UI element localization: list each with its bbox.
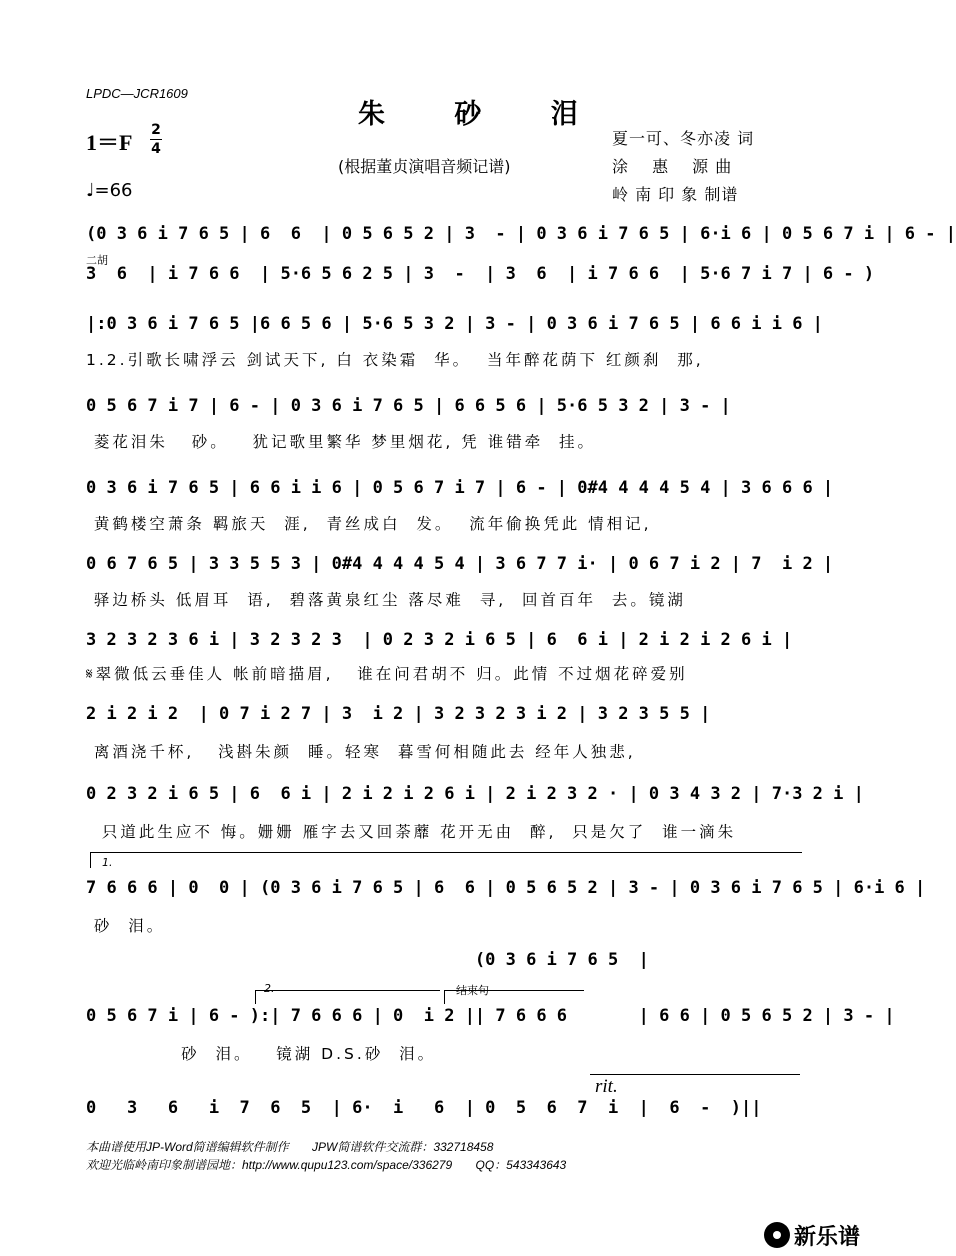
- lyric-line: 只道此生应不 悔。姗姗 雁字去又回荼蘼 花开无由 醉, 只是欠了 谁一滴朱: [86, 823, 737, 841]
- record-icon: [764, 1222, 790, 1248]
- ritardando-marking: rit.: [595, 1076, 618, 1097]
- notation-row: |:0 3 6 i 7 6 5 |6 6 5 6 | 5·6 5 3 2 | 3 - | 0 3 6 i 7 6 5 | 6 6 i i 6 |: [86, 314, 823, 334]
- time-top: 2: [151, 122, 161, 138]
- volta-2-bracket: [255, 990, 440, 991]
- lyric-line: 砂 泪。: [86, 917, 166, 935]
- arranger-credit: 岭 南 印 象 制谱: [612, 185, 739, 204]
- lyric-line: 离酒浇千杯, 浅斟朱颜 睡。轻寒 暮雪何相随此去 经年人独悲,: [86, 743, 636, 761]
- volta-2-label: 2.: [264, 982, 275, 995]
- lyric-line: 1.2.引歌长啸浮云 剑试天下, 白 衣染霜 华。 当年醉花荫下 红颜刹 那,: [86, 351, 704, 369]
- erhu-marking: 二胡: [86, 254, 108, 267]
- notation-row: (0 3 6 i 7 6 5 | 6 6 | 0 5 6 5 2 | 3 - | 0 3 6 i 7 6 5 | 6·i 6 | 0 5 6 7 i | 6 - |: [86, 224, 956, 244]
- volta-bracket: [90, 852, 802, 853]
- composer-credit: 涂 惠 源 曲: [612, 157, 733, 176]
- notation-row: 0 2 3 2 i 6 5 | 6 6 i | 2 i 2 i 2 6 i | 2 i 2 3 2 · | 0 3 4 3 2 | 7·3 2 i |: [86, 784, 864, 804]
- logo-text: 新乐谱: [794, 1224, 861, 1250]
- footer-line: 欢迎光临岭南印象制谱园地：http://www.qupu123.com/space/336279 QQ：543343643: [86, 1158, 567, 1172]
- song-title: 朱 砂 泪: [358, 99, 608, 130]
- notation-row: 7 6 6 6 | 0 0 | (0 3 6 i 7 6 5 | 6 6 | 0 5 6 5 2 | 3 - | 0 3 6 i 7 6 5 | 6·i 6 |: [86, 878, 926, 898]
- notation-row: 3 6 | i 7 6 6 | 5·6 5 6 2 5 | 3 - | 3 6 | i 7 6 6 | 5·6 7 i 7 | 6 - ): [86, 264, 875, 284]
- notation-row: (0 3 6 i 7 6 5 |: [86, 950, 649, 970]
- lyric-line: 黄鹤楼空萧条 羁旅天 涯, 青丝成白 发。 流年偷换凭此 情相记,: [86, 515, 652, 533]
- time-signature: [150, 122, 162, 157]
- notation-row: 3 2 3 2 3 6 i | 3 2 3 2 3 | 0 2 3 2 i 6 5 | 6 6 i | 2 i 2 i 2 6 i |: [86, 630, 793, 650]
- rit-line: [590, 1074, 800, 1075]
- footer-line: 本曲谱使用JP-Word简谱编辑软件制作 JPW简谱软件交流群：332718458: [86, 1140, 494, 1154]
- score-code: LPDC—JCR1609: [86, 86, 188, 101]
- notation-row: 2 i 2 i 2 | 0 7 i 2 7 | 3 i 2 | 3 2 3 2 3 i 2 | 3 2 3 5 5 |: [86, 704, 711, 724]
- lyricist-credit: 夏一可、冬亦凌 词: [612, 129, 755, 148]
- lyric-line: 𝄋翠微低云垂佳人 帐前暗描眉, 谁在问君胡不 归。此情 不过烟花碎爱别: [86, 665, 688, 683]
- notation-row: 0 3 6 i 7 6 5 | 6· i 6 | 0 5 6 7 i | 6 - )||: [86, 1098, 762, 1118]
- ending-bracket-edge: [444, 990, 445, 1004]
- volta-2-bracket-edge: [255, 990, 256, 1004]
- lyric-line: 砂 泪。 镜湖 D.S.砂 泪。: [86, 1045, 437, 1063]
- brand-logo: [764, 1220, 874, 1250]
- lyric-line: 菱花泪朱 砂。 犹记歌里繁华 梦里烟花, 凭 谁错牵 挂。: [86, 433, 597, 451]
- ending-label: 结束句: [456, 984, 489, 997]
- notation-row: 0 6 7 6 5 | 3 3 5 5 3 | 0#4 4 4 4 5 4 | 3 6 7 7 i· | 0 6 7 i 2 | 7 i 2 |: [86, 554, 834, 574]
- volta-1-label: 1.: [102, 856, 113, 869]
- notation-row: 0 5 6 7 i 7 | 6 - | 0 3 6 i 7 6 5 | 6 6 5 6 | 5·6 5 3 2 | 3 - |: [86, 396, 731, 416]
- volta-bracket-edge: [90, 852, 91, 868]
- notation-row: 0 5 6 7 i | 6 - ):| 7 6 6 6 | 0 i 2 || 7 6 6 6 | 6 6 | 0 5 6 5 2 | 3 - |: [86, 1006, 895, 1026]
- tempo-marking: ♩=66: [86, 180, 133, 201]
- subtitle: (根据董贞演唱音频记谱): [338, 157, 511, 176]
- time-bottom: 4: [151, 141, 161, 157]
- lyric-line: 驿边桥头 低眉耳 语, 碧落黄泉红尘 落尽难 寻, 回首百年 去。镜湖: [86, 591, 686, 609]
- notation-row: 0 3 6 i 7 6 5 | 6 6 i i 6 | 0 5 6 7 i 7 | 6 - | 0#4 4 4 4 5 4 | 3 6 6 6 |: [86, 478, 834, 498]
- key-signature: 1＝F: [86, 130, 133, 155]
